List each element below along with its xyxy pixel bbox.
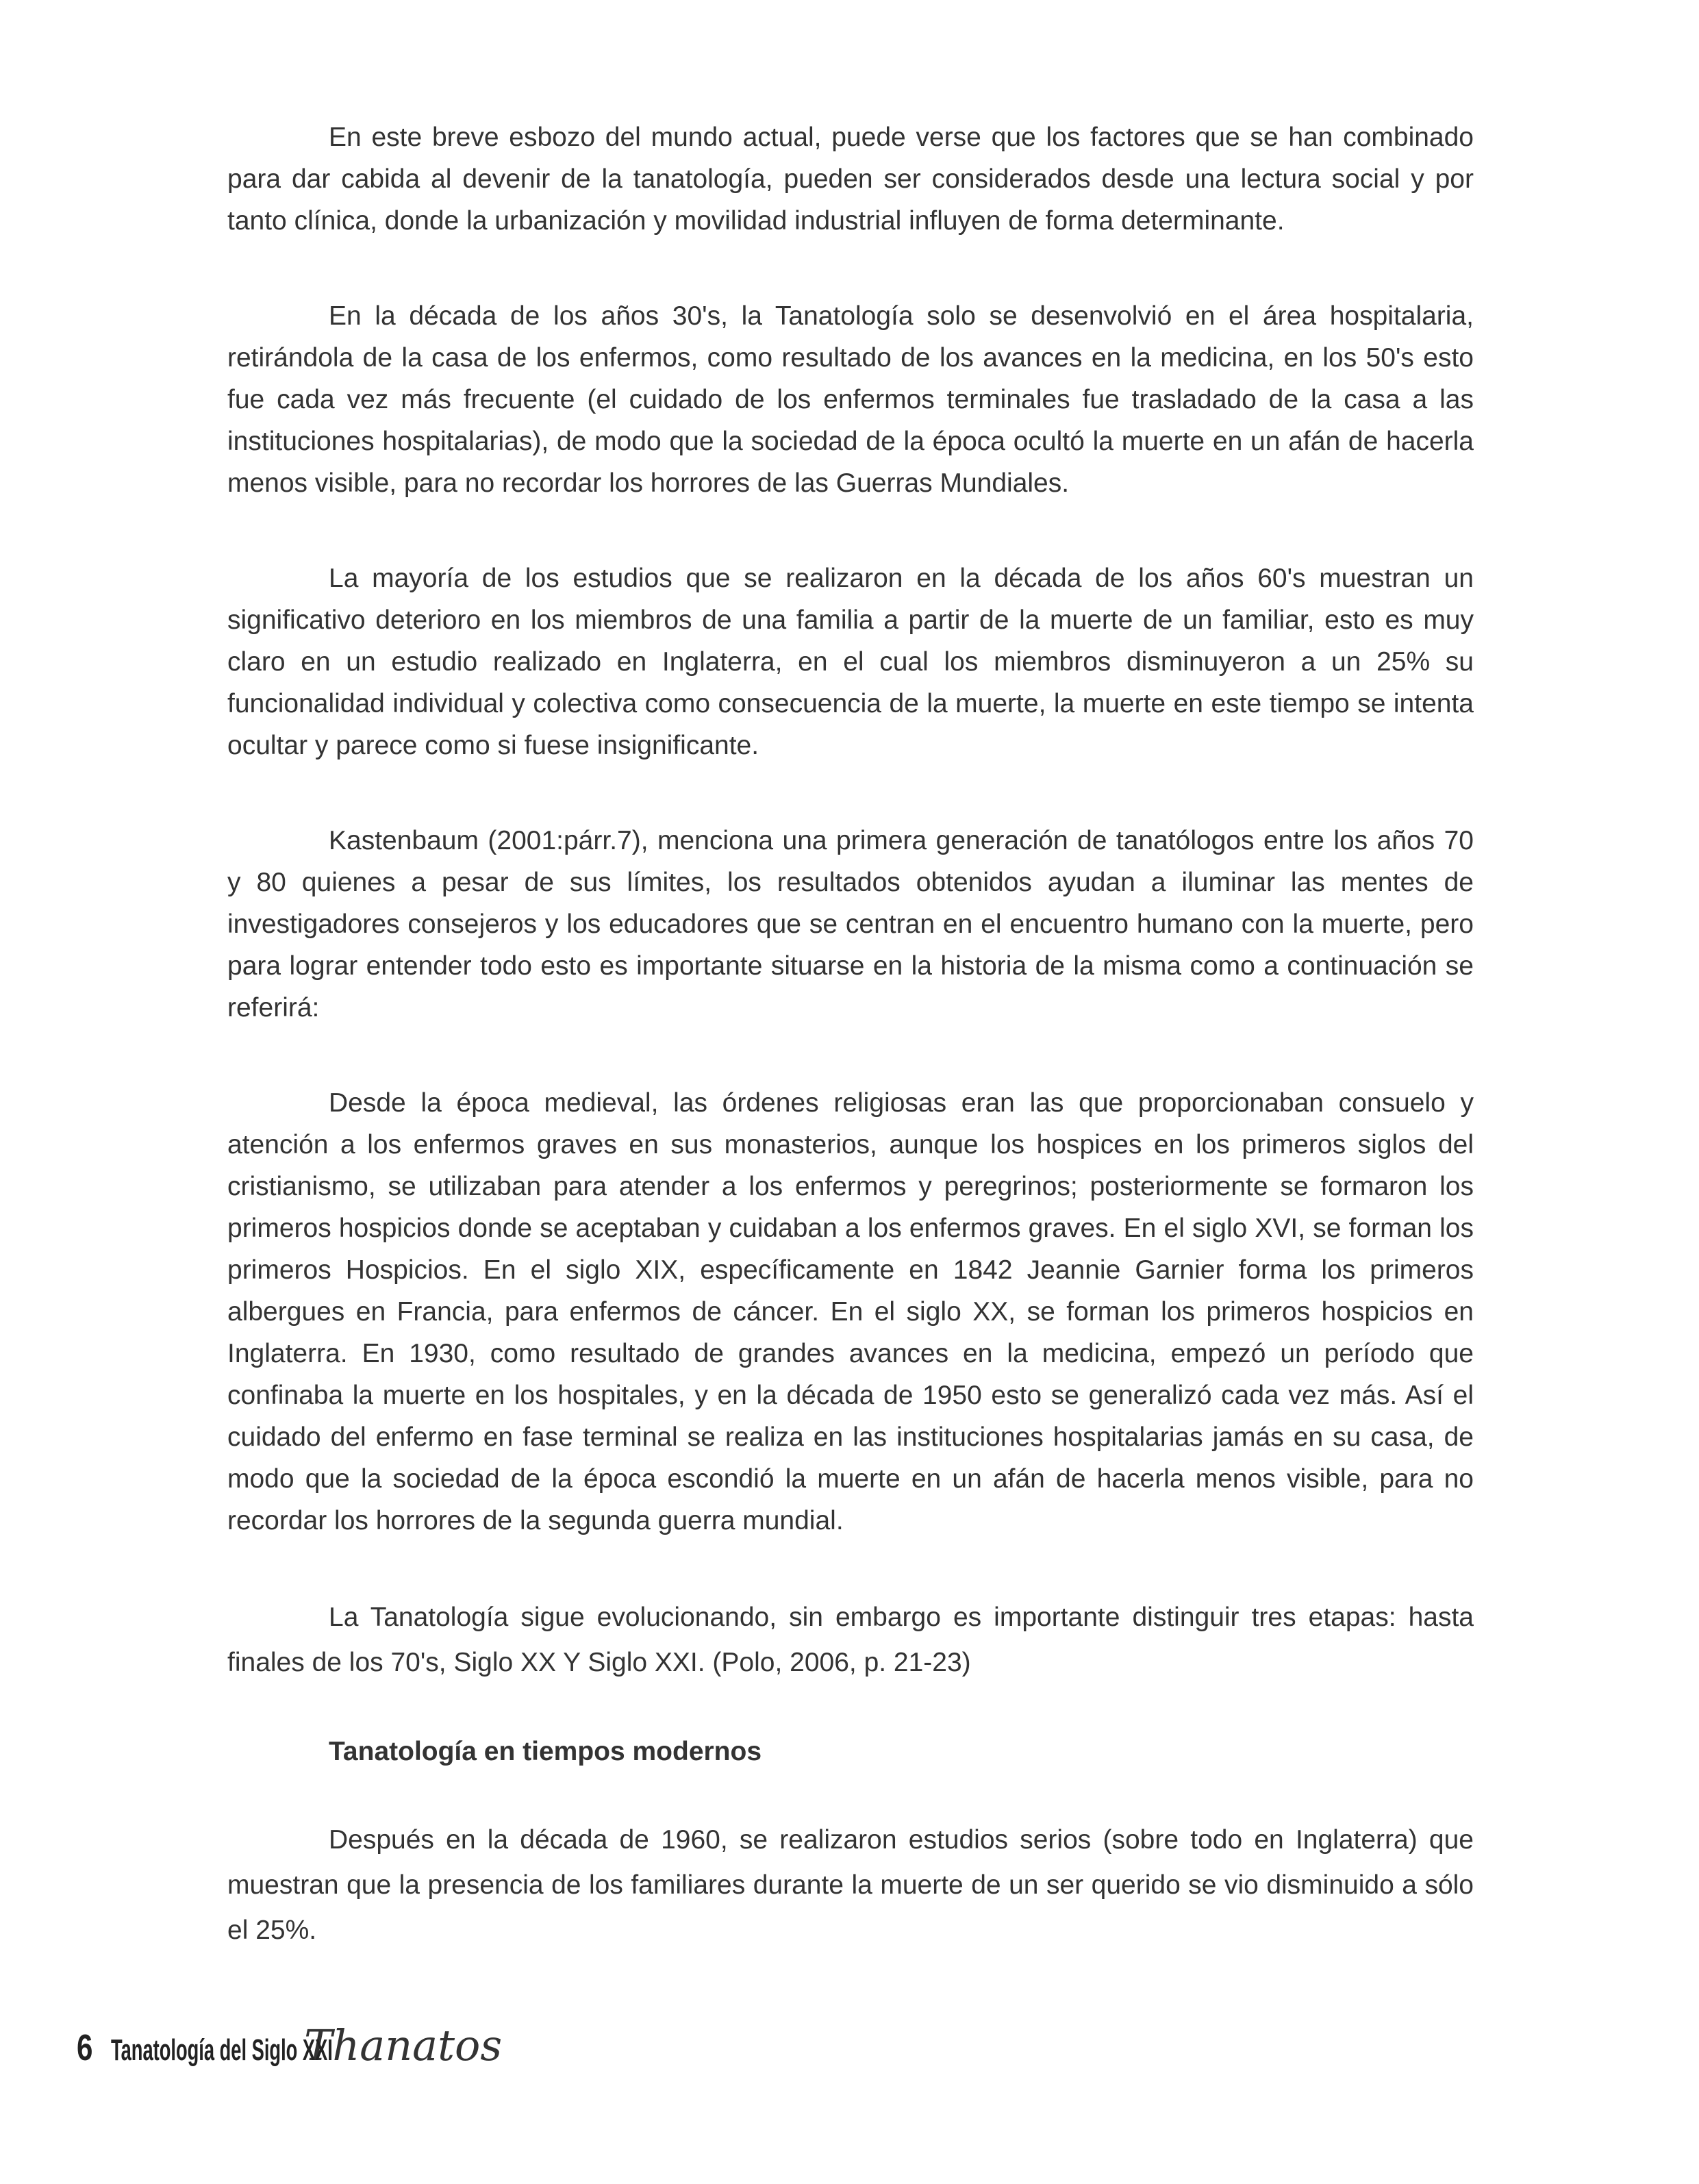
section-heading: Tanatología en tiempos modernos	[329, 1737, 762, 1766]
page-number: 6	[77, 2027, 93, 2068]
paragraph-2: En la década de los años 30's, la Tanatología solo se desenvolvió en el área hospitalaria, retirándola de la casa de los enfermos, como resultado de los avances en la medicina, en los 50's esto fue cada vez más frecuente (el cuidado de los enfermos terminales fue trasladado de la casa a las instituciones hospitalarias), de modo que la sociedad de la época ocultó la muerte en un afán de hacerla menos visible, para no recordar los horrores de las Guerras Mundiales.	[227, 301, 1474, 498]
paragraph-4: Kastenbaum (2001:párr.7), menciona una primera generación de tanatólogos entre los años 70 y 80 quienes a pesar de sus límites, los resultados obtenidos ayudan a iluminar las mentes de investigadores consejeros y los educadores que se centran en el encuentro humano con la muerte, pero para lograr entender todo esto es importante situarse en la historia de la misma como a continuación se referirá:	[227, 826, 1474, 1022]
paragraph-6: La Tanatología sigue evolucionando, sin embargo es importante distinguir tres etapas: hasta finales de los 70's, Siglo XX Y Siglo XXI. (Polo, 2006, p. 21-23)	[227, 1603, 1474, 1677]
paragraph-1: En este breve esbozo del mundo actual, puede verse que los factores que se han combinado para dar cabida al devenir de la tanatología, pueden ser considerados desde una lectura social y por tanto clínica, donde la urbanización y movilidad industrial influyen de forma determinante.	[227, 123, 1474, 236]
thanatos-logo: Thanatos	[304, 2020, 503, 2070]
page-body	[227, 116, 1474, 1953]
paragraph-3: La mayoría de los estudios que se realizaron en la década de los años 60's muestran un significativo deterioro en los miembros de una familia a partir de la muerte de un familiar, esto es muy claro en un estudio realizado en Inglaterra, en el cual los miembros disminuyeron a un 25% su funcionalidad individual y colectiva como consecuencia de la muerte, la muerte en este tiempo se intenta ocultar y parece como si fuese insignificante.	[227, 564, 1474, 760]
journal-name: Tanatología del Siglo XXI	[111, 2033, 333, 2067]
paragraph-5: Desde la época medieval, las órdenes religiosas eran las que proporcionaban consuelo y atención a los enfermos graves en sus monasterios, aunque los hospices en los primeros siglos del cristianismo, se utilizaban para atender a los enfermos y peregrinos; posteriormente se formaron los primeros hospicios donde se aceptaban y cuidaban a los enfermos graves. En el siglo XVI, se forman los primeros Hospicios. En el siglo XIX, específicamente en 1842 Jeannie Garnier forma los primeros albergues en Francia, para enfermos de cáncer. En el siglo XX, se forman los primeros hospicios en Inglaterra. En 1930, como resultado de grandes avances en la medicina, empezó un período que confinaba la muerte en los hospitales, y en la década de 1950 esto se generalizó cada vez más. Así el cuidado del enfermo en fase terminal se realiza en las instituciones hospitalarias jamás en su casa, de modo que la sociedad de la época escondió la muerte en un afán de hacerla menos visible, para no recordar los horrores de la segunda guerra mundial.	[227, 1088, 1474, 1535]
section-paragraph: Después en la década de 1960, se realizaron estudios serios (sobre todo en Inglaterra) que muestran que la presencia de los familiares durante la muerte de un ser querido se vio disminuido a sólo el 25%.	[227, 1825, 1474, 1945]
page-footer	[77, 2020, 502, 2082]
